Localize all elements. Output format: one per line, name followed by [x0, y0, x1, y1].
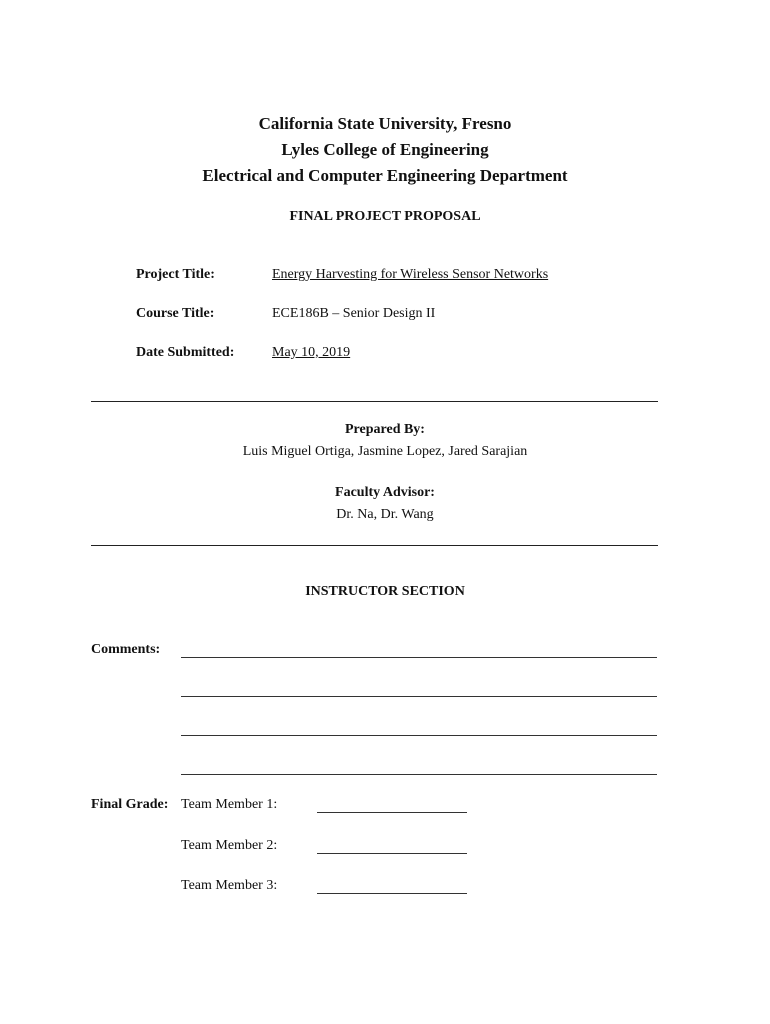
- comments-line-1[interactable]: [181, 657, 657, 658]
- team-member-2-label: Team Member 2:: [181, 838, 278, 853]
- department-name: Electrical and Computer Engineering Department: [202, 166, 568, 185]
- prepared-by-names: Luis Miguel Ortiga, Jasmine Lopez, Jared Sarajian: [242, 444, 528, 459]
- divider-bottom: [91, 545, 658, 546]
- faculty-advisor-label: Faculty Advisor:: [335, 485, 435, 500]
- comments-label: Comments:: [91, 642, 161, 657]
- university-name: California State University, Fresno: [258, 114, 512, 133]
- college-name: Lyles College of Engineering: [281, 140, 489, 159]
- course-title-label: Course Title:: [136, 306, 215, 321]
- faculty-advisor-names: Dr. Na, Dr. Wang: [336, 507, 434, 522]
- date-submitted-value: May 10, 2019: [272, 345, 351, 360]
- team-member-1-grade-line[interactable]: [317, 812, 467, 813]
- comments-line-2[interactable]: [181, 696, 657, 697]
- divider-top: [91, 401, 658, 402]
- course-title-value: ECE186B – Senior Design II: [272, 306, 436, 321]
- final-grade-label: Final Grade:: [91, 797, 169, 812]
- instructor-section-title: INSTRUCTOR SECTION: [305, 584, 465, 599]
- date-submitted-label: Date Submitted:: [136, 345, 235, 360]
- team-member-1-label: Team Member 1:: [181, 797, 278, 812]
- prepared-by-label: Prepared By:: [345, 422, 425, 437]
- project-title-label: Project Title:: [136, 267, 215, 282]
- document-type: FINAL PROJECT PROPOSAL: [289, 209, 481, 224]
- team-member-3-grade-line[interactable]: [317, 893, 467, 894]
- comments-line-3[interactable]: [181, 735, 657, 736]
- project-title-value: Energy Harvesting for Wireless Sensor Networks: [272, 267, 549, 282]
- team-member-2-grade-line[interactable]: [317, 853, 467, 854]
- comments-line-4[interactable]: [181, 774, 657, 775]
- team-member-3-label: Team Member 3:: [181, 878, 278, 893]
